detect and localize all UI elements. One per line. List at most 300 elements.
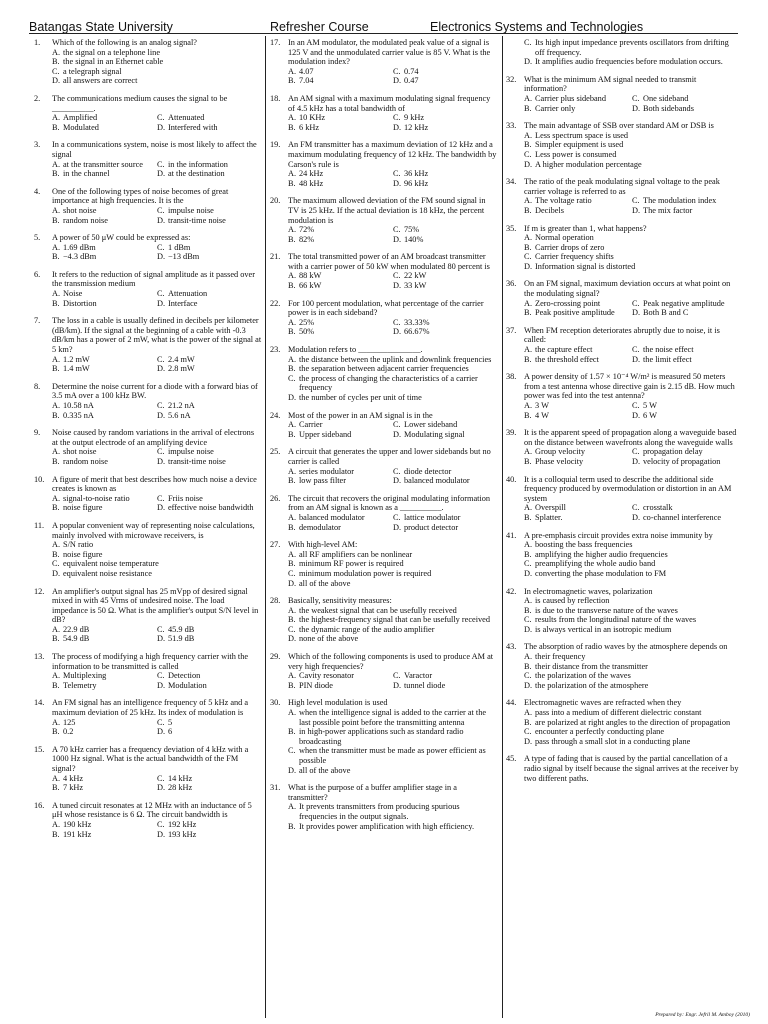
option-text: crosstalk	[643, 503, 673, 513]
answer-option	[52, 169, 157, 179]
question-item	[506, 177, 740, 215]
answer-option	[52, 540, 262, 550]
option-text: their frequency	[535, 652, 586, 662]
option-letter: B.	[52, 122, 60, 132]
option-text: low pass filter	[299, 476, 347, 486]
option-letter: C.	[157, 624, 165, 634]
option-row	[524, 299, 740, 309]
option-text: impulse noise	[168, 205, 214, 215]
answer-option	[288, 393, 498, 403]
option-row	[52, 113, 262, 123]
question-item	[270, 252, 498, 290]
option-text: 22 kW	[404, 271, 427, 281]
answer-option	[157, 671, 262, 681]
question-text: The communications medium causes the signal to be __________.	[52, 93, 228, 113]
answer-option	[524, 345, 632, 355]
option-row	[52, 634, 262, 644]
question-item	[506, 642, 740, 690]
option-letter: C.	[393, 225, 401, 235]
question-item	[270, 783, 498, 831]
option-row	[524, 262, 740, 272]
answer-option	[393, 430, 498, 440]
question-number: 15.	[34, 744, 45, 754]
answer-option	[52, 820, 157, 830]
option-text: It prevents transmitters from producing spurious frequencies in the output signals.	[299, 802, 460, 821]
option-letter: A.	[288, 271, 297, 281]
answer-option	[393, 420, 498, 430]
option-row	[288, 476, 498, 486]
question-text: Modulation refers to _______________.	[288, 345, 423, 355]
option-row	[52, 123, 262, 133]
question-number: 8.	[34, 381, 41, 391]
option-row	[288, 281, 498, 291]
answer-options	[524, 708, 740, 746]
option-letter: B.	[288, 327, 296, 337]
option-text: 82%	[299, 234, 315, 244]
option-row	[288, 802, 498, 821]
option-text: Detection	[168, 671, 201, 681]
option-text: 0.2	[63, 727, 74, 737]
option-row	[524, 140, 740, 150]
answer-option	[52, 289, 157, 299]
answer-option	[288, 559, 498, 569]
question-number: 42.	[506, 586, 517, 596]
option-letter: B.	[52, 410, 60, 420]
option-row	[288, 671, 498, 681]
question-item	[506, 326, 740, 364]
question-number: 39.	[506, 428, 517, 438]
option-letter: A.	[288, 605, 297, 615]
option-letter: D.	[393, 178, 402, 188]
option-text: the distance between the uplink and downlink frequencies	[299, 354, 492, 364]
question-item	[34, 382, 262, 420]
question-item	[270, 140, 498, 188]
option-letter: B.	[524, 549, 532, 559]
option-row	[288, 169, 498, 179]
answer-option	[52, 727, 157, 737]
question-number: 27.	[270, 540, 281, 550]
answer-option	[288, 802, 498, 821]
answer-option	[524, 550, 740, 560]
question-number: 40.	[506, 474, 517, 484]
question-text: An amplifier's output signal has 25 mVpp of desired signal mixed in with 45 Vrms of undesired noise. The load impedance is 50 Ω. What is the amplifier's output S/N level in dB?	[52, 586, 259, 625]
answer-option	[157, 783, 262, 793]
option-text: Amplified	[63, 113, 98, 123]
option-text: in the information	[168, 159, 228, 169]
question-text: If m is greater than 1, what happens?	[524, 223, 647, 233]
answer-option	[524, 308, 632, 318]
answer-option	[524, 559, 740, 569]
option-letter: C.	[157, 671, 165, 681]
answer-option	[632, 503, 740, 513]
option-text: the limit effect	[643, 354, 692, 364]
option-letter: B.	[288, 476, 296, 486]
option-letter: D.	[632, 512, 641, 522]
answer-options	[288, 671, 498, 690]
answer-option	[393, 113, 498, 123]
answer-option	[524, 727, 740, 737]
answer-option	[157, 727, 262, 737]
option-text: the weakest signal that can be usefully received	[299, 605, 457, 615]
option-row	[52, 727, 262, 737]
question-text: Which of the following is an analog signal?	[52, 38, 197, 47]
option-letter: C.	[393, 512, 401, 522]
question-number: 2.	[34, 93, 41, 103]
option-row	[524, 206, 740, 216]
option-letter: C.	[632, 401, 640, 410]
column-divider	[502, 36, 503, 1018]
answer-option	[393, 123, 498, 133]
option-row	[52, 774, 262, 784]
question-text: A tuned circuit resonates at 12 MHz with an inductance of 5 μH whose resistance is 6 Ω. The circuit bandwidth is	[52, 800, 252, 820]
answer-options	[288, 113, 498, 132]
question-number: 45.	[506, 754, 517, 764]
answer-option	[52, 830, 157, 840]
option-letter: A.	[288, 512, 297, 522]
question-item	[34, 745, 262, 793]
option-text: 190 kHz	[63, 819, 92, 829]
answer-option	[157, 243, 262, 253]
option-row	[288, 513, 498, 523]
question-item	[34, 521, 262, 579]
answer-option	[393, 67, 498, 77]
answer-option	[393, 271, 498, 281]
option-letter: D.	[632, 103, 641, 113]
option-letter: C.	[157, 819, 165, 829]
answer-option	[524, 681, 740, 691]
option-text: diode detector	[404, 466, 452, 476]
option-row	[288, 766, 498, 776]
option-letter: A.	[52, 242, 61, 252]
answer-option	[52, 625, 157, 635]
option-letter: A.	[288, 317, 297, 327]
option-letter: A.	[288, 169, 297, 179]
option-text: minimum RF power is required	[299, 559, 404, 569]
answer-option	[52, 57, 262, 67]
option-letter: C.	[157, 113, 165, 123]
option-row	[52, 718, 262, 728]
option-text: 25%	[299, 317, 315, 327]
option-text: the process of changing the characteristics of a carrier frequency	[299, 373, 478, 393]
answer-option	[632, 308, 740, 318]
option-row	[524, 94, 740, 104]
answer-options	[52, 540, 262, 578]
answer-option	[52, 718, 157, 728]
option-letter: A.	[288, 354, 297, 364]
answer-option	[288, 355, 498, 365]
question-number: 31.	[270, 783, 281, 793]
option-text: Lower sideband	[404, 420, 458, 430]
option-text: Peak positive amplitude	[535, 308, 615, 318]
answer-option	[157, 169, 262, 179]
option-text: Noise	[63, 289, 83, 299]
question-text: It is the apparent speed of propagation along a waveguide based on the distance between wavefronts along the waveguide walls	[524, 428, 737, 447]
option-letter: A.	[288, 671, 297, 681]
option-text: 10.58 nA	[63, 401, 94, 410]
question-item	[34, 270, 262, 308]
option-row	[524, 615, 740, 625]
option-letter: A.	[288, 549, 297, 559]
answer-option	[288, 327, 393, 337]
question-item	[270, 94, 498, 132]
option-letter: C.	[393, 169, 401, 179]
answer-option	[157, 355, 262, 365]
option-row	[524, 737, 740, 747]
question-text: A 70 kHz carrier has a frequency deviation of 4 kHz with a 1000 Hz signal. What is the actual bandwidth of the FM signal?	[52, 744, 249, 773]
option-row	[524, 681, 740, 691]
answer-options	[52, 160, 262, 179]
option-text: 4 kHz	[63, 773, 84, 783]
question-column-1	[34, 38, 262, 847]
question-item	[270, 540, 498, 588]
question-number: 29.	[270, 652, 281, 662]
option-text: 88 kW	[299, 271, 322, 281]
option-text: 1.2 mW	[63, 354, 90, 364]
answer-option	[52, 783, 157, 793]
option-text: when the intelligence signal is added to the carrier at the last possible point before the transmitting antenna	[299, 708, 487, 727]
answer-option	[288, 318, 393, 328]
option-text: 75%	[404, 225, 420, 235]
answer-option	[524, 206, 632, 216]
answer-options	[524, 345, 740, 364]
answer-option	[524, 718, 740, 728]
question-item	[270, 698, 498, 775]
option-letter: B.	[52, 549, 60, 559]
option-text: 14 kHz	[168, 773, 193, 783]
option-text: Decibels	[535, 205, 565, 215]
option-text: signal-to-noise ratio	[63, 493, 130, 503]
option-letter: D.	[393, 327, 402, 337]
answer-option	[52, 774, 157, 784]
option-letter: C.	[157, 717, 165, 727]
answer-option	[288, 179, 393, 189]
option-row	[524, 150, 740, 160]
option-letter: A.	[288, 420, 297, 430]
answer-option	[288, 727, 498, 746]
option-letter: D.	[288, 765, 297, 775]
option-row	[52, 411, 262, 421]
option-text: minimum modulation power is required	[299, 568, 432, 578]
option-text: 50%	[299, 327, 315, 337]
answer-options	[288, 606, 498, 644]
answer-option	[288, 476, 393, 486]
answer-option	[393, 681, 498, 691]
option-text: Both B and C	[643, 308, 689, 318]
option-letter: A.	[288, 802, 297, 812]
option-text: Carrier drops of zero	[535, 242, 605, 252]
answer-option	[632, 196, 740, 206]
answer-option	[157, 364, 262, 374]
option-letter: B.	[52, 829, 60, 839]
option-letter: B.	[52, 680, 60, 690]
question-number: 20.	[270, 196, 281, 206]
option-letter: D.	[157, 122, 166, 132]
option-text: The voltage ratio	[535, 196, 592, 206]
option-letter: C.	[52, 559, 60, 569]
option-text: 5	[168, 717, 173, 727]
option-row	[524, 503, 740, 513]
option-letter: D.	[157, 783, 166, 793]
question-number: 30.	[270, 698, 281, 708]
option-text: Peak negative amplitude	[643, 298, 725, 308]
option-letter: B.	[288, 522, 296, 532]
answer-option	[288, 76, 393, 86]
answer-option	[393, 169, 498, 179]
question-number: 7.	[34, 316, 41, 326]
option-row	[52, 681, 262, 691]
option-row	[288, 76, 498, 86]
option-letter: A.	[524, 503, 533, 513]
answer-option	[157, 494, 262, 504]
answer-option	[52, 216, 157, 226]
option-text: series modulator	[299, 466, 355, 476]
answer-options	[52, 718, 262, 737]
option-text: Distortion	[63, 298, 97, 308]
option-row	[52, 830, 262, 840]
answer-option	[288, 822, 498, 832]
option-text: transit-time noise	[168, 456, 226, 466]
option-text: Attenuation	[168, 289, 208, 299]
option-row	[52, 447, 262, 457]
answer-option	[288, 235, 393, 245]
option-letter: B.	[524, 205, 532, 215]
option-text: boosting the bass frequencies	[535, 540, 633, 550]
answer-option	[393, 225, 498, 235]
answer-option	[52, 411, 157, 421]
option-text: Upper sideband	[299, 429, 352, 439]
option-row	[52, 503, 262, 513]
answer-option	[524, 625, 740, 635]
option-row	[288, 681, 498, 691]
answer-option	[157, 634, 262, 644]
option-text: Friis noise	[168, 493, 203, 503]
answer-option	[524, 447, 632, 457]
option-letter: B.	[524, 354, 532, 364]
question-text: Electromagnetic waves are refracted when they	[524, 698, 682, 708]
question-number: 19.	[270, 140, 281, 150]
question-text: Which of the following components is used to produce AM at very high frequencies?	[288, 652, 494, 671]
option-letter: C.	[288, 746, 296, 756]
option-letter: A.	[52, 671, 61, 681]
answer-option	[157, 206, 262, 216]
question-item	[34, 587, 262, 645]
answer-options	[52, 289, 262, 308]
question-number: 16.	[34, 800, 45, 810]
answer-option	[632, 104, 740, 114]
question-number: 1.	[34, 38, 41, 47]
option-row	[524, 131, 740, 141]
option-row	[524, 160, 740, 170]
option-text: 12 kHz	[404, 122, 429, 132]
question-text: What is the purpose of a buffer amplifier stage in a transmitter?	[288, 783, 457, 802]
question-text: In an AM modulator, the modulated peak value of a signal is 125 V and the unmodulated carrier value is 85 V. What is the modulation index?	[288, 38, 491, 67]
answer-options	[288, 169, 498, 188]
option-text: 7.04	[299, 76, 314, 86]
question-text: A circuit that generates the upper and lower sidebands but no carrier is called	[288, 447, 491, 466]
option-row	[52, 169, 262, 179]
question-text: A power density of 1.57 × 10⁻⁴ W/m² is measured 50 meters from a test antenna whose directive gain is 2.15 dB. How much power was fed into the test antenna?	[524, 372, 735, 401]
answer-option	[52, 681, 157, 691]
option-row	[524, 401, 740, 411]
option-row	[524, 447, 740, 457]
option-letter: B.	[52, 252, 60, 262]
option-letter: D.	[157, 298, 166, 308]
option-letter: C.	[632, 93, 640, 103]
answer-options	[52, 113, 262, 132]
answer-option	[288, 169, 393, 179]
answer-option	[52, 447, 157, 457]
answer-option	[52, 401, 157, 411]
question-item	[270, 652, 498, 690]
option-letter: D.	[524, 261, 533, 271]
answer-option	[52, 364, 157, 374]
option-letter: B.	[524, 661, 532, 671]
answer-option	[393, 476, 498, 486]
answer-option	[288, 615, 498, 625]
option-text: Carrier	[299, 420, 323, 430]
question-number: 6.	[34, 269, 41, 279]
question-column-3	[506, 38, 740, 791]
answer-option	[524, 94, 632, 104]
option-letter: C.	[288, 373, 296, 383]
answer-option	[157, 289, 262, 299]
option-text: 193 kHz	[168, 829, 197, 839]
option-row	[52, 401, 262, 411]
question-item	[34, 698, 262, 736]
option-letter: A.	[288, 708, 297, 718]
option-letter: C.	[524, 149, 532, 159]
question-item	[506, 372, 740, 420]
option-letter: D.	[288, 578, 297, 588]
option-letter: A.	[52, 289, 61, 299]
option-letter: C.	[524, 252, 532, 262]
option-text: 125	[63, 717, 76, 727]
option-text: velocity of propagation	[643, 456, 721, 466]
question-number: 12.	[34, 586, 45, 596]
question-item	[34, 652, 262, 690]
option-row	[52, 289, 262, 299]
option-letter: C.	[157, 205, 165, 215]
option-text: pass through a small slot in a conducting plane	[535, 736, 691, 746]
option-text: Carrier plus sideband	[535, 93, 606, 103]
answer-option	[157, 820, 262, 830]
answer-option	[288, 67, 393, 77]
option-row	[52, 457, 262, 467]
option-row	[288, 569, 498, 579]
answer-option	[52, 634, 157, 644]
option-row	[288, 467, 498, 477]
question-text: An FM signal has an intelligence frequency of 5 kHz and a maximum deviation of 25 kHz. Its index of modulation is	[52, 698, 249, 718]
option-letter: D.	[393, 429, 402, 439]
answer-option	[632, 447, 740, 457]
option-text: 7 kHz	[63, 783, 84, 793]
answer-option	[393, 76, 498, 86]
answer-option	[524, 569, 740, 579]
answer-options	[524, 652, 740, 690]
option-text: 191 kHz	[63, 829, 92, 839]
answer-options	[524, 94, 740, 113]
question-text: Most of the power in an AM signal is in the	[288, 410, 433, 420]
school-name: Batangas State University	[29, 20, 173, 34]
option-row	[288, 727, 498, 746]
option-letter: A.	[52, 354, 61, 364]
question-item	[506, 587, 740, 635]
answer-option	[288, 746, 498, 765]
option-text: transit-time noise	[168, 215, 226, 225]
answer-option	[524, 606, 740, 616]
option-letter: D.	[632, 456, 641, 466]
question-text: A type of fading that is caused by the partial cancellation of a radio signal by itself because the signal arrives at the receiver by two different paths.	[524, 754, 739, 783]
